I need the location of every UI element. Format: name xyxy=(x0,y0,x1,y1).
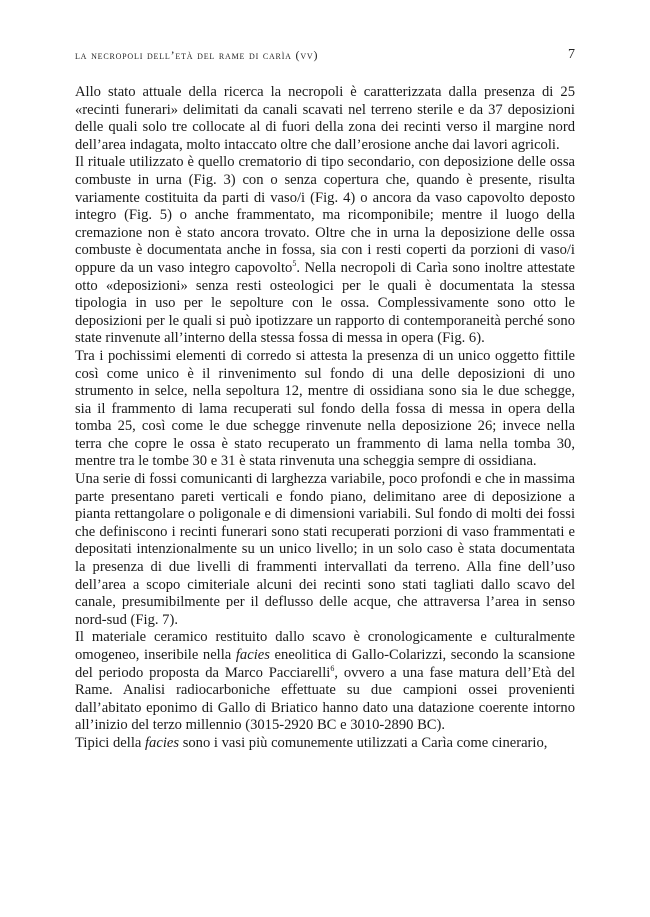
paragraph-text: Una serie di fossi comunicanti di larghezza variabile, poco profondi e che in massima parte presentano pareti verticali e fondo piano, delimitano aree di deposizione a pianta rettangolare o poligonale e di dimensioni variabili. Sul fondo di molti dei fossi che definiscono i recinti funerari sono stati recuperati porzioni di vaso frammentati e depositati intenzionalmente su un unico livello; in un solo caso è stata documentata la presenza di due livelli di frammenti intervallati da terreno. Alla fine dell’uso dell’area a scopo cimiteriale alcuni dei recinti sono stati tagliati dallo scavo del canale, presumibilmente per il deflusso delle acque, che attraversa l’area in senso nord-sud (Fig. 7). xyxy=(75,471,575,628)
paragraph-text: Il rituale utilizzato è quello crematorio di tipo secondario, con deposizione delle ossa combuste in urna (Fig. 3) con o senza copertura che, quando è presente, risulta variamente costituita da parti di vaso/i (Fig. 4) o ancora da vaso capovolto deposto integro (Fig. 5) o anche frammentato, ma ricomponibile; mentre il luogo della cremazione non è stato ancora trovato. Oltre che in urna la deposizione delle ossa combuste è documentata anche in fossa, sia con i resti coperti da porzioni di vaso/i oppure da un vaso integro capovolto xyxy=(75,154,575,276)
paragraph-4 xyxy=(75,471,575,629)
paragraph-text: Il materiale ceramico restituito dallo scavo è cronologicamente e culturalmente omogeneo, inseribile nella xyxy=(75,629,575,663)
page-number: 7 xyxy=(568,47,575,62)
paragraph-text: , ovvero a una fase matura dell’Età del Rame. Analisi radiocarboniche effettuate su due campioni ossei provenienti dall’abitato eponimo di Gallo di Briatico hanno dato una datazione coerente intorno all’inizio del terzo millennio (3015-2920 BC e 3010-2890 BC). xyxy=(75,664,576,734)
paragraph-5 xyxy=(75,629,575,735)
paragraph-3 xyxy=(75,348,575,471)
paragraph-text: . Nella necropoli di Carìa sono inoltre attestate otto «deposizioni» senza resti osteologici per le quali è documentata la stessa tipologia in uso per le sepolture con le ossa. Complessivamente sono otto le deposizioni per le quali si può ipotizzare un rapporto di contemporaneità perché sono state rinvenute all’interno della stessa fossa di messa in opera (Fig. 6). xyxy=(75,259,575,347)
italic-term: facies xyxy=(235,647,270,663)
footnote-ref: 6 xyxy=(330,663,335,673)
body-text xyxy=(75,84,575,753)
paragraph-6 xyxy=(75,735,575,753)
paragraph-2 xyxy=(75,154,575,348)
paragraph-text: Allo stato attuale della ricerca la necropoli è caratterizzata dalla presenza di 25 «recinti funerari» delimitati da canali scavati nel terreno sterile e da 37 deposizioni delle quali solo tre collocate al di fuori della zona dei recinti verso il margine nord dell’area indagata, molto intaccato oltre che dall’erosione anche dai lavori agricoli. xyxy=(75,84,575,153)
footnote-ref: 5 xyxy=(292,259,297,269)
paragraph-1 xyxy=(75,84,575,154)
running-header xyxy=(75,48,575,66)
italic-term: facies xyxy=(145,734,180,751)
paragraph-text: eneolitica di Gallo-Colarizzi, secondo la scansione del periodo proposta da Marco Pacciarelli xyxy=(75,647,575,681)
paragraph-text: sono i vasi più comunemente utilizzati a Carìa come cinerario, xyxy=(179,734,548,751)
running-title: la necropoli dell’età del rame di carìa (vv) xyxy=(75,48,319,62)
paragraph-text: Tipici della xyxy=(75,734,145,751)
paragraph-text: Tra i pochissimi elementi di corredo si attesta la presenza di un unico oggetto fittile così come unico è il rinvenimento sul fondo di una delle deposizioni di uno strumento in selce, nella sepoltura 12, mentre di ossidiana sono sia le due schegge, sia il frammento di lama recuperati sul fondo della fossa di messa in opera della tomba 25, così come le due schegge rinvenute nella deposizione 26; invece nella terra che copre le ossa è stato recuperato un frammento di lama nella tomba 30, mentre tra le tombe 30 e 31 è stata rinvenuta una scheggia sempre di ossidiana. xyxy=(75,347,575,470)
